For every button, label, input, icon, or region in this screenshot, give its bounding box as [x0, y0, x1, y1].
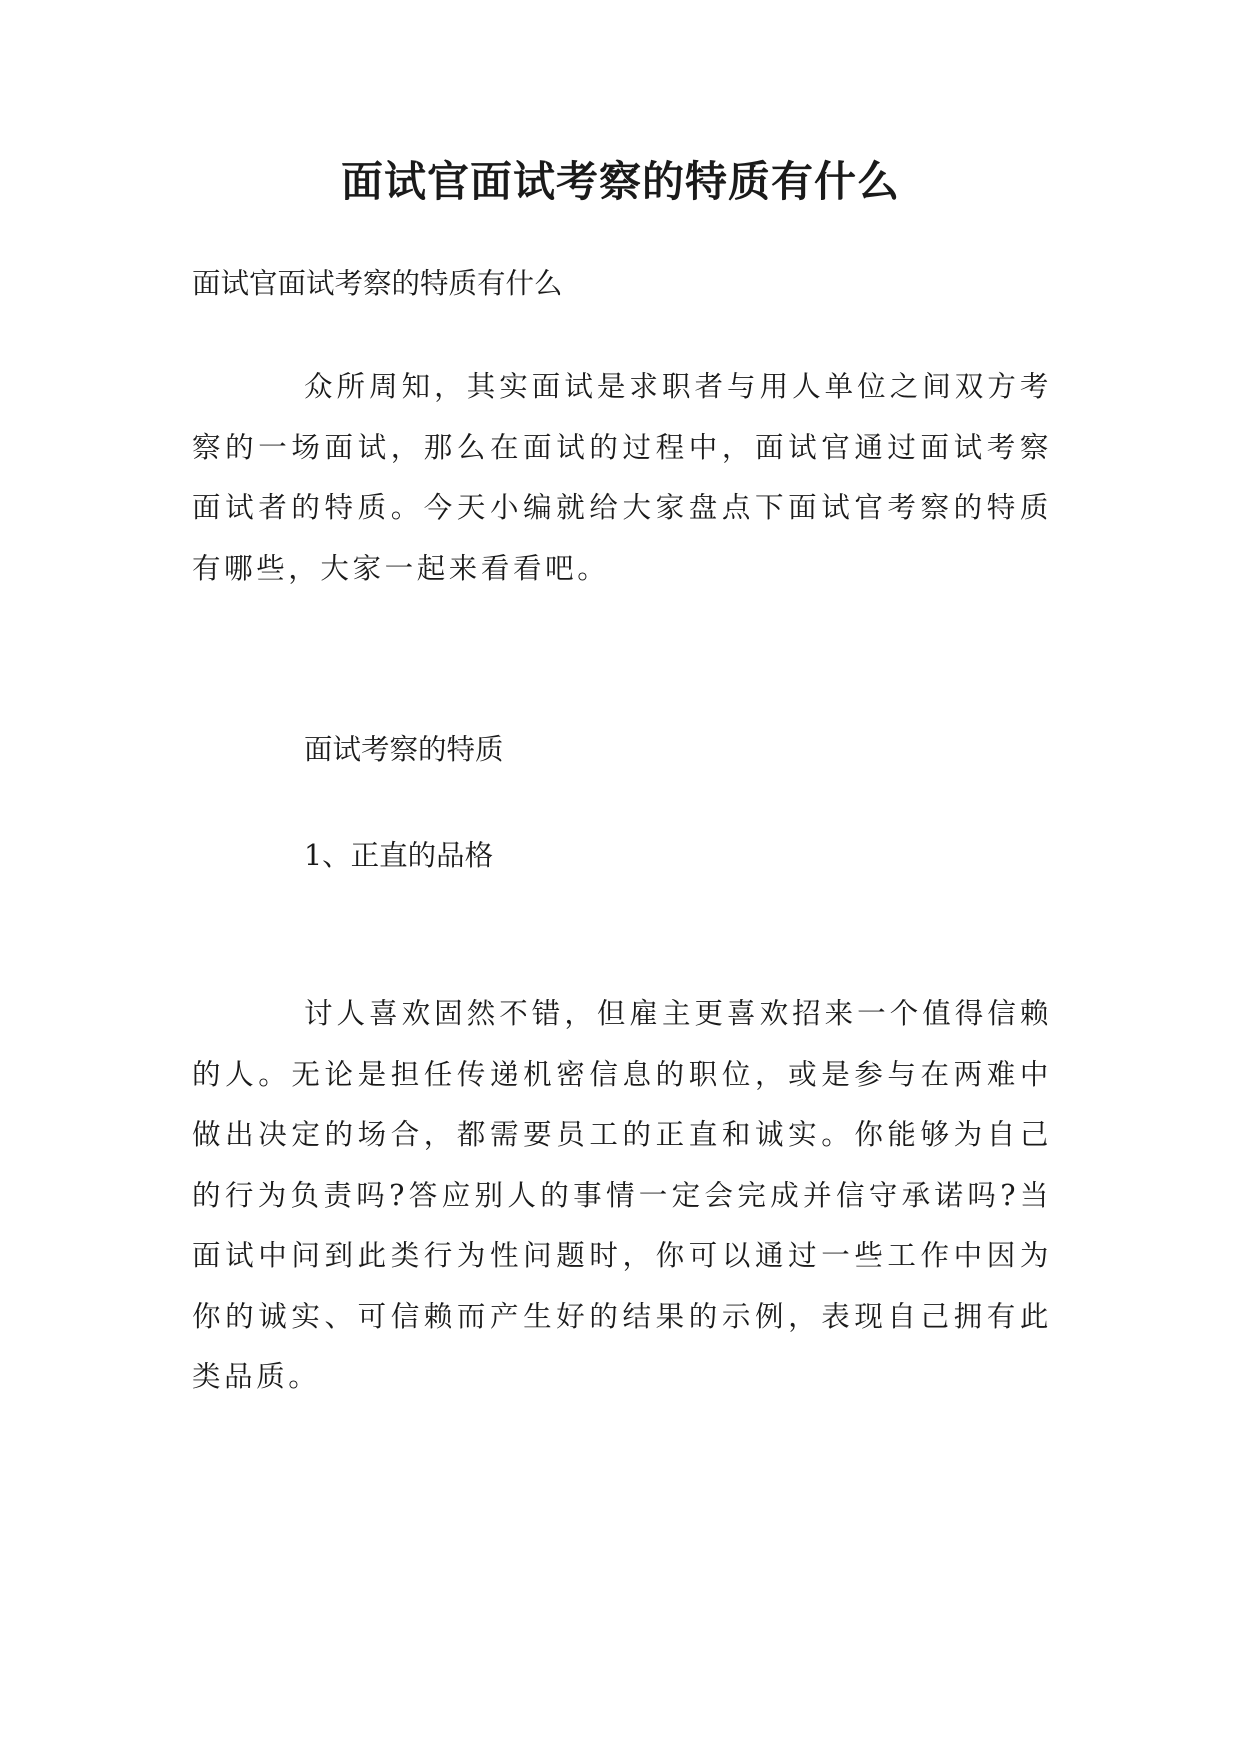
- document-title: 面试官面试考察的特质有什么: [340, 157, 900, 206]
- section-heading: 面试考察的特质: [304, 733, 504, 766]
- document-subtitle: 面试官面试考察的特质有什么: [192, 267, 563, 300]
- item-body-paragraph: 讨人喜欢固然不错，但雇主更喜欢招来一个值得信赖的人。无论是担任传递机密信息的职位，或是参与在两难中做出决定的场合，都需要员工的正直和诚实。你能够为自己的行为负责吗?答应别人的事情一定会完成并信守承诺吗?当面试中问到此类行为性问题时，你可以通过一些工作中因为你的诚实、可信赖而产生好的结果的示例，表现自己拥有此类品质。: [192, 997, 1052, 1393]
- intro-paragraph: 众所周知，其实面试是求职者与用人单位之间双方考察的一场面试，那么在面试的过程中，面试官通过面试考察面试者的特质。今天小编就给大家盘点下面试官考察的特质有哪些，大家一起来看看吧。: [192, 370, 1052, 585]
- item-heading: 1、正直的品格: [304, 839, 494, 872]
